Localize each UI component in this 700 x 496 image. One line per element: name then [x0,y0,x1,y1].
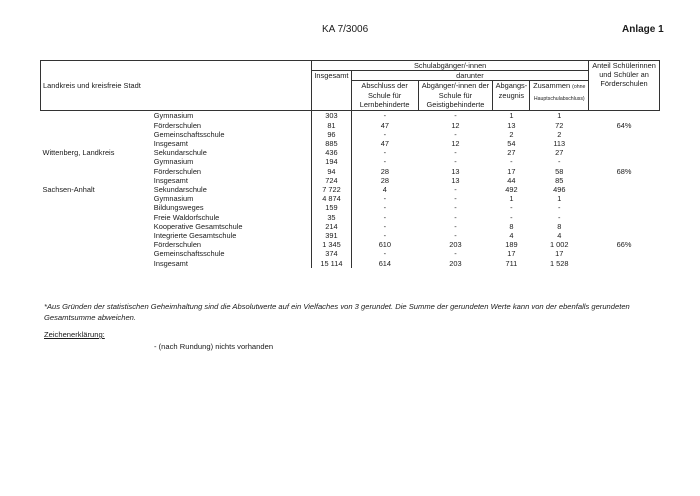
header-geistigbehinderte: Abgänger/-innen der Schule für Geistigbehinderte [418,81,493,111]
cell-total: 7 722 [312,185,352,194]
legend-item: - (nach Rundung) nichts vorhanden [154,342,274,351]
cell-ab: 17 [507,166,516,176]
cell-lb: - [383,203,387,213]
cell-region [41,139,152,148]
cell-ab: 44 [507,175,516,185]
cell-ab: 492 [505,185,518,195]
cell-share [589,139,660,148]
cell-region [41,222,152,231]
table-row [41,167,660,176]
cell-region [41,111,152,121]
document-id: KA 7/3006 [322,24,369,35]
cell-lb: 47 [380,120,389,130]
cell-total: 81 [312,121,352,130]
cell-lb: 28 [380,166,389,176]
cell-total: 15 114 [312,259,352,268]
cell-total: 4 874 [312,194,352,203]
table-row [41,157,660,166]
cell-total: 885 [312,139,352,148]
cell-region [41,130,152,139]
cell-ab: 1 [509,111,514,121]
cell-share [589,249,660,258]
cell-type: Freie Waldorfschule [153,212,220,222]
cell-zus: 1 [557,194,562,204]
cell-share [589,203,660,212]
cell-gb: - [454,231,457,241]
table-row [41,203,660,212]
cell-share [589,222,660,231]
cell-region [41,249,152,258]
header-lernbehinderte: Abschluss der Schule für Lernbehinderte [351,81,418,111]
cell-total: 194 [312,157,352,166]
legend-title: Zeichenerklärung: [44,330,105,339]
cell-gb: 203 [449,240,462,250]
cell-gb: - [454,203,457,213]
cell-gb: - [454,148,457,158]
cell-type: Insgesamt [153,175,188,185]
table-row [41,139,660,148]
cell-gb: - [454,129,457,139]
cell-share: 64% [616,120,632,130]
table-header [41,61,660,111]
cell-type: Insgesamt [153,258,188,268]
cell-region [41,121,152,130]
cell-region [41,176,152,185]
cell-gb: - [454,185,457,195]
cell-type: Gemeinschaftsschule [153,129,225,139]
cell-region: Sachsen-Anhalt [42,185,95,195]
cell-share [589,185,660,194]
cell-lb: 4 [382,185,387,195]
cell-ab: - [510,203,513,213]
cell-type: Kooperative Gesamtschule [153,221,243,231]
cell-ab: 4 [509,231,514,241]
table-body [41,111,660,268]
table-row [41,240,660,249]
cell-share [589,259,660,268]
cell-total: 214 [312,222,352,231]
cell-ab: 189 [505,240,518,250]
cell-region [41,213,152,222]
cell-gb: 13 [451,166,460,176]
cell-region [41,231,152,240]
cell-total: 94 [312,167,352,176]
cell-lb: 614 [378,258,392,268]
cell-type: Insgesamt [153,139,188,149]
cell-ab: 2 [509,129,514,139]
cell-gb: - [454,221,457,231]
table-row [41,121,660,130]
cell-gb: 203 [449,258,462,268]
cell-gb: - [454,194,457,204]
school-leavers-table [40,60,660,268]
cell-share: 66% [616,240,632,250]
table-row [41,130,660,139]
table-row [41,249,660,258]
cell-lb: - [383,148,387,158]
cell-lb: - [383,111,387,121]
cell-region [41,203,152,212]
cell-lb: - [383,231,387,241]
cell-ab: 1 [509,194,514,204]
cell-type: Integrierte Gesamtschule [153,231,237,241]
cell-zus: - [558,203,561,213]
cell-share [589,130,660,139]
header-share: Anteil Schülerinnen und Schüler an Förderschulen [589,61,660,111]
cell-total: 391 [312,231,352,240]
cell-zus: - [558,157,561,167]
cell-zus: 17 [555,249,564,259]
cell-total: 96 [312,130,352,139]
cell-zus: 1 002 [550,240,569,250]
table-row [41,176,660,185]
cell-type: Förderschulen [153,120,202,130]
cell-zus: 1 528 [550,258,569,268]
cell-lb: - [383,249,387,259]
cell-type: Sekundarschule [153,185,207,195]
cell-share [589,213,660,222]
cell-total: 35 [312,213,352,222]
table-row [41,194,660,203]
cell-ab: 54 [507,139,516,149]
cell-lb: 28 [380,175,389,185]
cell-zus: 27 [555,148,564,158]
header-region: Landkreis und kreisfreie Stadt [41,61,312,111]
cell-type: Gymnasium [153,157,194,167]
cell-region [41,194,152,203]
cell-ab: 13 [507,120,516,130]
cell-ab: - [510,212,513,222]
cell-lb: 610 [378,240,392,250]
cell-total: 159 [312,203,352,212]
cell-share [589,111,660,121]
table-row [41,185,660,194]
cell-share [589,148,660,157]
cell-ab: 711 [505,258,518,268]
cell-gb: - [454,157,457,167]
header-zusammen-note: (ohne Hauptschulabschluss) [533,84,586,102]
cell-lb: - [383,221,387,231]
cell-ab: 27 [507,148,516,158]
header-darunter: darunter [351,71,588,81]
cell-region: Wittenberg, Landkreis [42,148,115,158]
cell-type: Gemeinschaftsschule [153,249,225,259]
cell-lb: - [383,157,387,167]
cell-share [589,157,660,166]
cell-gb: - [454,212,457,222]
cell-gb: - [454,111,457,121]
cell-zus: 2 [557,129,562,139]
table-row [41,111,660,121]
cell-region [41,167,152,176]
header-zusammen-main: Zusammen [533,81,571,91]
cell-zus: 72 [555,120,564,130]
cell-type: Gymnasium [153,194,194,204]
cell-type: Gymnasium [153,111,194,121]
cell-share [589,231,660,240]
cell-zus: - [558,212,561,222]
cell-zus: 8 [557,221,562,231]
cell-type: Sekundarschule [153,148,207,158]
cell-type: Bildungsweges [153,203,204,213]
cell-total: 1 345 [312,240,352,249]
cell-type: Förderschulen [153,166,202,176]
cell-share [589,176,660,185]
cell-gb: 12 [451,120,460,130]
cell-share [589,194,660,203]
cell-zus: 4 [557,231,562,241]
header-zusammen [530,81,589,111]
table-row [41,148,660,157]
cell-zus: 85 [555,175,564,185]
cell-ab: 17 [507,249,516,259]
cell-ab: 8 [509,221,514,231]
cell-total: 374 [312,249,352,258]
table-row [41,213,660,222]
cell-gb: 12 [451,139,460,149]
cell-gb: - [454,249,457,259]
cell-total: 724 [312,176,352,185]
table-row [41,222,660,231]
cell-region [41,157,152,166]
table-row [41,259,660,268]
cell-zus: 496 [553,185,566,195]
cell-total: 436 [312,148,352,157]
header-group: Schulabgänger/-innen [312,61,589,71]
cell-region [41,259,152,268]
cell-zus: 58 [555,166,564,176]
cell-gb: 13 [451,175,460,185]
annex-label: Anlage 1 [622,24,664,35]
footnote: *Aus Gründen der statistischen Geheimhaltung sind die Absolutwerte auf ein Vielfaches von 3 gerundet. Die Summe der gerundeten Werte kann von der ebenfalls gerundeten Gesamtsumme abweichen. [44,302,630,322]
cell-lb: - [383,212,387,222]
header-total: Insgesamt [312,71,352,111]
cell-region [41,240,152,249]
cell-zus: 1 [557,111,562,121]
cell-type: Förderschulen [153,240,202,250]
table-row [41,231,660,240]
cell-zus: 113 [553,139,566,149]
cell-lb: 47 [380,139,389,149]
cell-lb: - [383,194,387,204]
header-abgangszeugnis: Abgangs-zeugnis [493,81,530,111]
cell-share: 68% [616,166,632,176]
cell-lb: - [383,129,387,139]
cell-ab: - [510,157,513,167]
cell-total: 303 [312,111,352,121]
